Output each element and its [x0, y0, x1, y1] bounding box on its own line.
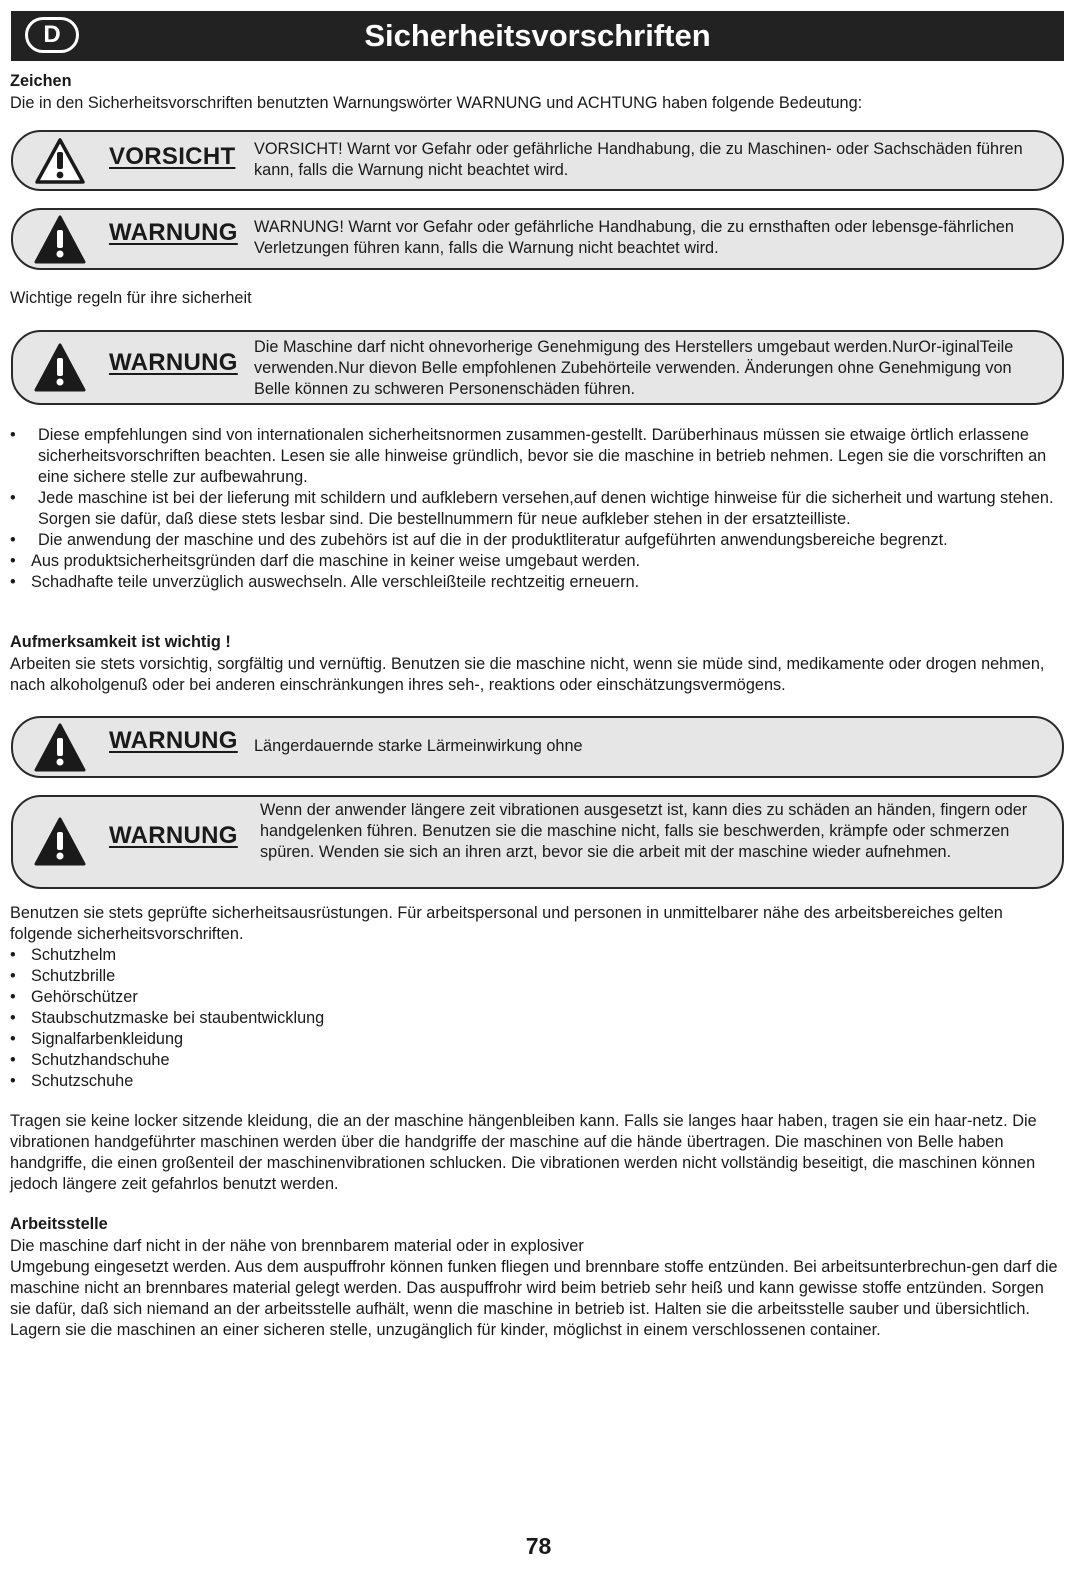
equipment-intro: Benutzen sie stets geprüfte sicherheitsausrüstungen. Für arbeitspersonal und personen in unmittelbarer nähe des arbeitsbereiches gelten folgende sicherheitsvorschriften. [10, 904, 1003, 943]
warning-signal-word: WARNUNG [109, 822, 238, 849]
clothing-paragraph: Tragen sie keine locker sitzende kleidung, die an der maschine hängenbleiben kann. Falls sie langes haar haben, tragen sie ein haar-netz. Die vibrationen handgeführter maschinen werden über die handgriffe der maschine auf die hände übertragen. Die maschinen von Belle haben handgriffe, die einen großenteil der maschinenvibrationen schlucken. Die vibrationen werden nicht vollständig beseitigt, die maschinen können jedoch längere zeit gefahrlos benutzt werden. [10, 1112, 1037, 1193]
warning-triangle-icon [34, 817, 86, 867]
warning-signal-word: WARNUNG [109, 727, 238, 754]
list-item: • Aus produktsicherheitsgründen darf die maschine in keiner weise umgebaut werden. [10, 551, 1068, 572]
workplace-first-line: Die maschine darf nicht in der nähe von brennbarem material oder in explosiver [10, 1237, 584, 1255]
list-item: • Jede maschine ist bei der lieferung mit schildern und aufklebern versehen,auf denen wichtige hinweise für die sicherheit und wartung stehen. Sorgen sie dafür, daß diese stets lesbar sind. Die bestellnummern für neue aufkleber stehen in der ersatzteilliste. [10, 488, 1068, 530]
list-item: • Gehörschützer [10, 987, 1068, 1008]
warning-triangle-icon [34, 723, 86, 773]
page-title: Sicherheitsvorschriften [364, 18, 711, 53]
warning-signal-word: WARNUNG [109, 349, 238, 376]
list-item: • Schutzbrille [10, 966, 1068, 987]
attention-heading: Aufmerksamkeit ist wichtig ! [10, 633, 231, 651]
caution-box [11, 130, 1064, 191]
header-bar [11, 11, 1064, 61]
workplace-paragraph: Umgebung eingesetzt werden. Aus dem auspuffrohr können funken fliegen und brennbare stoffe entzünden. Bei arbeitsunterbrechun-gen darf die maschine nicht an brennbares material gelegt werden. Das auspuffrohr wird beim betrieb sehr heiß und kann gewisse stoffe entzünden. Sorgen sie dafür, daß sich niemand an der arbeitsstelle aufhält, wenn die maschine in betrieb ist. Halten sie die arbeitsstelle sauber und übersichtlich. Lagern sie die maschinen an einer sicheren stelle, unzugänglich für kinder, möglichst in einem verschlossenen container. [10, 1258, 1058, 1339]
list-item: • Staubschutzmaske bei staubentwicklung [10, 1008, 1068, 1029]
list-item: • Schutzhandschuhe [10, 1050, 1068, 1071]
list-item: • Signalfarbenkleidung [10, 1029, 1068, 1050]
warning-vibration-text: Wenn der anwender längere zeit vibrationen ausgesetzt ist, kann dies zu schäden an händen, fingern oder handgelenken führen. Benutzen sie die maschine nicht, falls sie beschwerden, krämpfe oder schmerzen spüren. Wenden sie sich an ihren arzt, bevor sie die arbeit mit der maschine wieder aufnehmen. [260, 801, 1028, 861]
warning-triangle-icon [34, 343, 86, 393]
list-item: • Schadhafte teile unverzüglich auswechseln. Alle verschleißteile rechtzeitig erneuern. [10, 572, 1068, 593]
safety-rules-list [10, 425, 1068, 593]
warning-box-noise [11, 716, 1064, 778]
caution-text: VORSICHT! Warnt vor Gefahr oder gefährliche Handhabung, die zu Maschinen- oder Sachschäden führen kann, falls die Warnung nicht beachtet wird. [254, 140, 1023, 179]
warning-definition-text: WARNUNG! Warnt vor Gefahr oder gefährliche Handhabung, die zu ernsthaften oder lebensge-fährlichen Verletzungen führen kann, falls die Warnung nicht beachtet wird. [254, 218, 1014, 257]
list-item: • Schutzschuhe [10, 1071, 1068, 1092]
attention-text: Arbeiten sie stets vorsichtig, sorgfältig und vernüftig. Benutzen sie die maschine nicht, wenn sie müde sind, medikamente oder drogen nehmen, nach alkoholgenuß oder bei anderen einschränkungen ihres seh-, reaktions oder einschätzungsvermögens. [10, 655, 1045, 694]
warning-triangle-icon [34, 215, 86, 265]
warning-box-modification [11, 330, 1064, 405]
zeichen-intro: Die in den Sicherheitsvorschriften benutzten Warnungswörter WARNUNG und ACHTUNG haben folgende Bedeutung: [10, 94, 863, 112]
list-item: • Schutzhelm [10, 945, 1068, 966]
equipment-list [10, 945, 1068, 1092]
caution-triangle-icon [34, 137, 86, 185]
warning-box-vibration [11, 795, 1064, 889]
important-rules-label: Wichtige regeln für ihre sicherheit [10, 289, 252, 307]
workplace-heading: Arbeitsstelle [10, 1215, 108, 1233]
zeichen-heading: Zeichen [10, 72, 72, 90]
warning-noise-text: Längerdauernde starke Lärmeinwirkung ohne [254, 737, 583, 755]
warning-signal-word: WARNUNG [109, 219, 238, 246]
warning-modification-text: Die Maschine darf nicht ohnevorherige Genehmigung des Herstellers umgebaut werden.NurOr-iginalTeile verwenden.Nur dievon Belle empfohlenen Zubehörteile verwenden. Änderungen ohne Genehmigung von Belle können zu schweren Personenschäden führen. [254, 338, 1014, 398]
list-item: • Die anwendung der maschine und des zubehörs ist auf die in der produktliteratur aufgeführten anwendungsbereiche begrenzt. [10, 530, 1068, 551]
warning-box-definition [11, 208, 1064, 270]
page-number: 78 [525, 1533, 552, 1559]
list-item: • Diese empfehlungen sind von internationalen sicherheitsnormen zusammen-gestellt. Darüberhinaus müssen sie etwaige örtlich erlassene sicherheitsvorschriften beachten. Lesen sie alle hinweise gründlich, bevor sie die maschine in betrieb nehmen. Legen sie die vorschriften an eine sichere stelle zur aufbewahrung. [10, 425, 1068, 488]
language-badge: D [25, 17, 79, 53]
caution-signal-word: VORSICHT [109, 143, 236, 170]
